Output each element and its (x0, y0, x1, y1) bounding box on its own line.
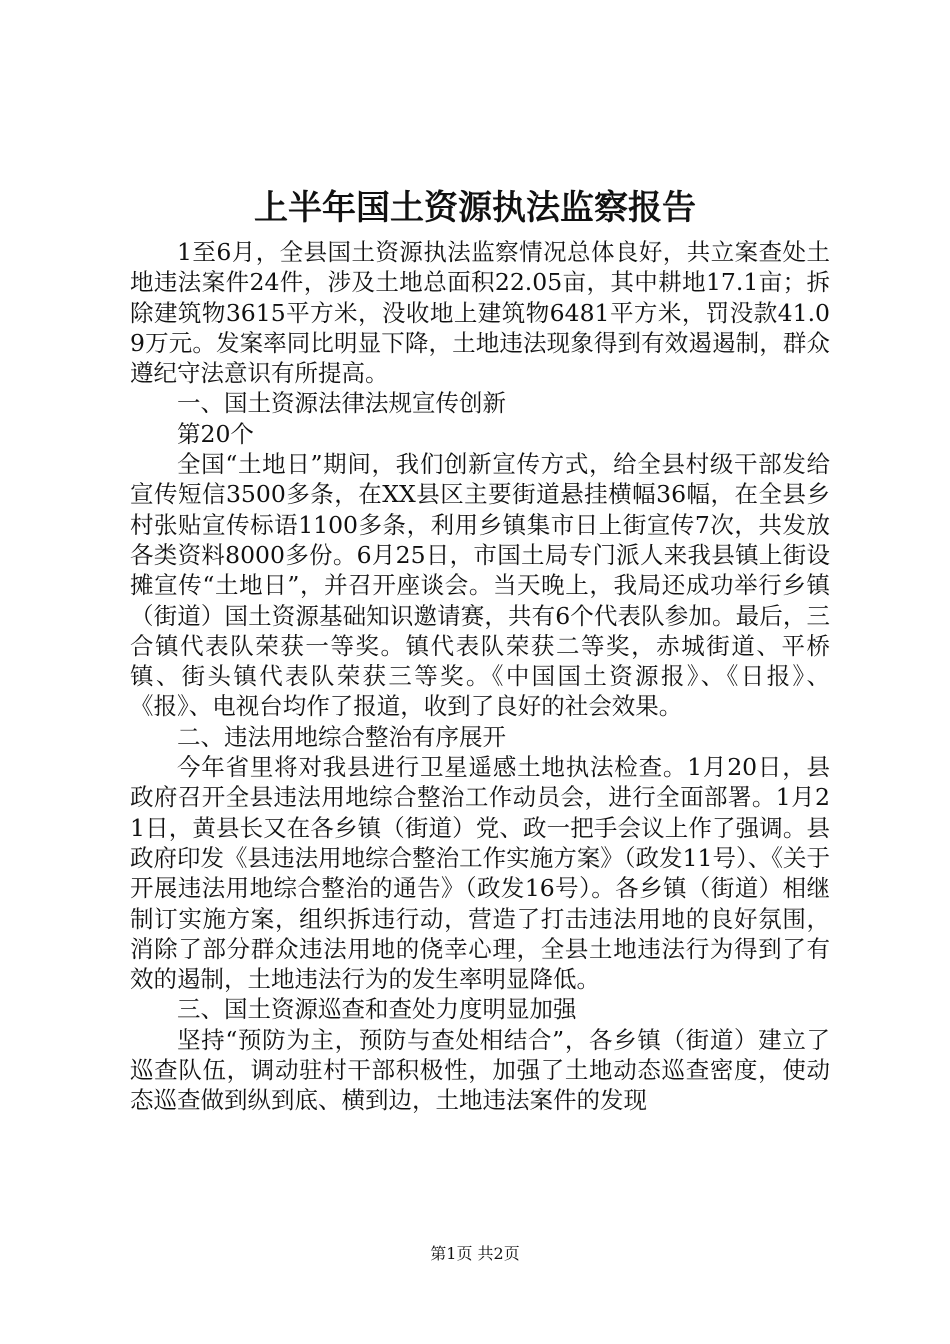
document-title: 上半年国土资源执法监察报告 (254, 188, 696, 228)
page-footer: 第1页 共2页 (430, 1244, 520, 1263)
paragraph-remediation: 今年省里将对我县进行卫星遥感土地执法检查。1月20日，县政府召开全县违法用地综合整治工作动员会，进行全面部署。1月21日，黄县长又在各乡镇（街道）党、政一把手会议上作了强调。县政府印发《县违法用地综合整治工作实施方案》（政发11号）、《关于开展违法用地综合整治的通告》（政发16号）。各乡镇（街道）相继制订实施方案，组织拆违行动，营造了打击违法用地的良好氛围，消除了部分群众违法用地的侥幸心理，全县土地违法行为得到了有效的遏制，土地违法行为的发生率明显降低。 (130, 753, 830, 994)
paragraph-label: 第20个 (177, 419, 254, 448)
paragraph-land-day: 全国“土地日”期间，我们创新宣传方式，给全县村级干部发给宣传短信3500多条，在XX县区主要街道悬挂横幅36幅，在全县乡村张贴宣传标语1100多条，利用乡镇集市日上街宣传7次，共发放各类资料8000多份。6月25日，市国土局专门派人来我县镇上街设摊宣传“土地日”，并召开座谈会。当天晚上，我局还成功举行乡镇（街道）国土资源基础知识邀请赛，共有6个代表队参加。最后，三合镇代表队荣获一等奖。镇代表队荣获二等奖，赤城街道、平桥镇、街头镇代表队荣获三等奖。《中国国土资源报》、《日报》、《报》、电视台均作了报道，收到了良好的社会效果。 (130, 450, 830, 721)
paragraph-inspection: 坚持“预防为主，预防与查处相结合”，各乡镇（街道）建立了巡查队伍，调动驻村干部积极性，加强了土地动态巡查密度，使动态巡查做到纵到底、横到边，土地违法案件的发现 (130, 1025, 830, 1115)
paragraph-intro: 1至6月，全县国土资源执法监察情况总体良好，共立案查处土地违法案件24件，涉及土地总面积22.05亩，其中耕地17.1亩；拆除建筑物3615平方米，没收地上建筑物6481平方米，罚没款41.09万元。发案率同比明显下降，土地违法现象得到有效遏遏制，群众遵纪守法意识有所提高。 (130, 238, 830, 388)
section-heading-1: 一、国土资源法律法规宣传创新 (177, 389, 506, 418)
section-heading-2: 二、违法用地综合整治有序展开 (177, 722, 506, 751)
document-body (130, 237, 830, 1116)
section-heading-3: 三、国土资源巡查和查处力度明显加强 (177, 995, 577, 1024)
